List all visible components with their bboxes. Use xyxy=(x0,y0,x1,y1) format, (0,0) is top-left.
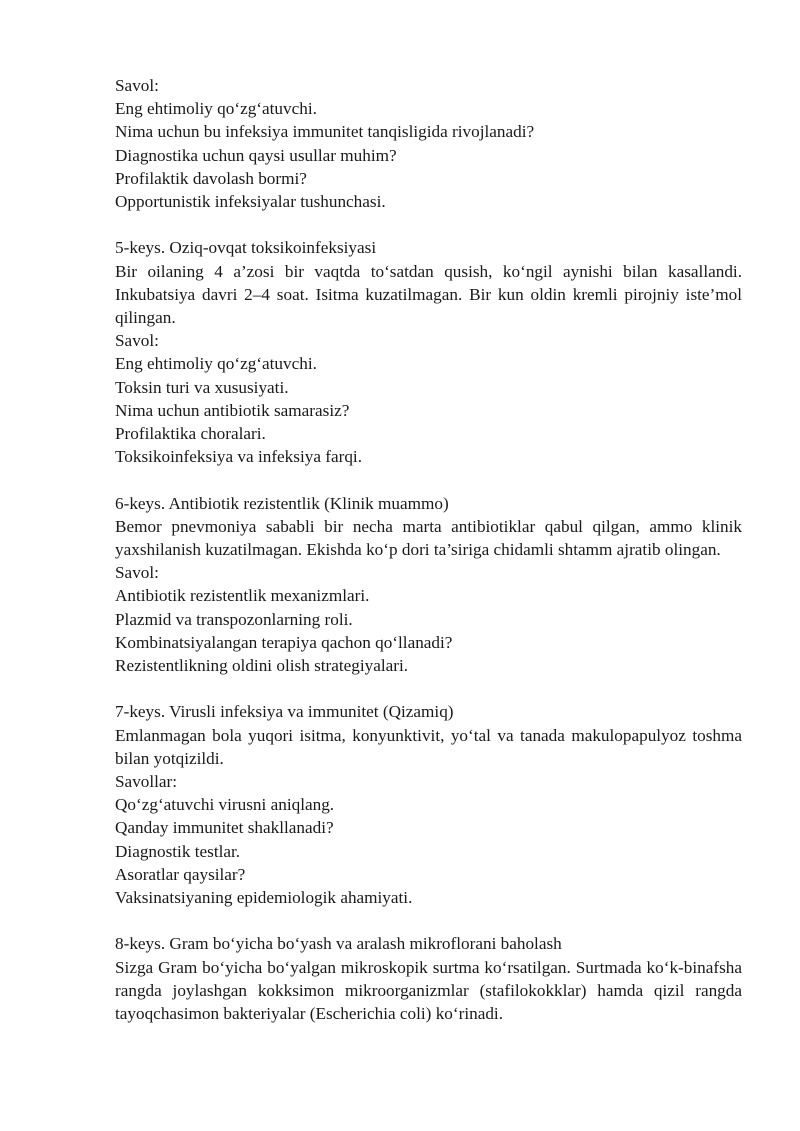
question-item: Eng ehtimoliy qo‘zg‘atuvchi. xyxy=(115,354,317,374)
question-item: Qanday immunitet shakllanadi? xyxy=(115,818,334,838)
question-item: Diagnostika uchun qaysi usullar muhim? xyxy=(115,145,397,165)
question-item: Asoratlar qaysilar? xyxy=(115,864,246,884)
case-description: Bemor pnevmoniya sababli bir necha marta antibiotiklar qabul qilgan, ammo klinik yaxshilanish kuzatilmagan. Ekishda ko‘p dori ta’siriga chidamli shtamm ajratib olingan. xyxy=(115,516,742,560)
question-item: Opportunistik infeksiyalar tushunchasi. xyxy=(115,192,386,212)
case-title: 6-keys. Antibiotik rezistentlik (Klinik muammo) xyxy=(115,493,449,513)
paragraph-gap xyxy=(115,468,742,491)
question-item: Kombinatsiyalangan terapiya qachon qo‘llanadi? xyxy=(115,632,453,652)
case-title: 8-keys. Gram bo‘yicha bo‘yash va aralash mikroflorani baholash xyxy=(115,934,562,954)
question-label: Savol: xyxy=(115,563,159,583)
question-item: Toksin turi va xususiyati. xyxy=(115,377,289,397)
case-description: Sizga Gram bo‘yicha bo‘yalgan mikroskopik surtma ko‘rsatilgan. Surtmada ko‘k-binafsha rangda joylashgan kokksimon mikroorganizmlar (stafilokokklar) hamda qizil rangda tayoqchasimon bakteriyalar (Escherichia coli) ko‘rinadi. xyxy=(115,957,742,1024)
question-label: Savol: xyxy=(115,331,159,351)
case-title: 5-keys. Oziq-ovqat toksikoinfeksiyasi xyxy=(115,238,377,258)
case-5 xyxy=(115,236,742,468)
question-item: Profilaktik davolash bormi? xyxy=(115,168,307,188)
question-item: Plazmid va transpozonlarning roli. xyxy=(115,609,353,629)
question-item: Vaksinatsiyaning epidemiologik ahamiyati. xyxy=(115,888,413,908)
case-description: Emlanmagan bola yuqori isitma, konyunktivit, yo‘tal va tanada makulopapulyoz toshma bilan yotqizildi. xyxy=(115,725,742,768)
question-item: Qo‘zg‘atuvchi virusni aniqlang. xyxy=(115,795,335,815)
question-label: Savollar: xyxy=(115,772,178,792)
question-item: Diagnostik testlar. xyxy=(115,841,241,861)
savol-label: Savol: xyxy=(115,76,159,95)
paragraph-gap xyxy=(115,213,742,236)
case-6 xyxy=(115,492,742,678)
question-item: Eng ehtimoliy qo‘zg‘atuvchi. xyxy=(115,99,317,119)
paragraph-gap xyxy=(115,677,742,700)
case-8 xyxy=(115,932,742,1025)
question-item: Profilaktika choralari. xyxy=(115,424,266,444)
question-item: Antibiotik rezistentlik mexanizmlari. xyxy=(115,586,370,606)
case-7 xyxy=(115,700,742,909)
case-title: 7-keys. Virusli infeksiya va immunitet (Qizamiq) xyxy=(115,702,454,722)
paragraph-gap xyxy=(115,909,742,932)
question-item: Rezistentlikning oldini olish strategiyalari. xyxy=(115,656,409,676)
question-item: Nima uchun antibiotik samarasiz? xyxy=(115,400,350,420)
case-description: Bir oilaning 4 a’zosi bir vaqtda to‘satdan qusish, ko‘ngil aynishi bilan kasallandi. Inkubatsiya davri 2–4 soat. Isitma kuzatilmagan. Bir kun oldin kremli pirojniy iste’mol qilingan. xyxy=(115,261,742,328)
question-item: Nima uchun bu infeksiya immunitet tanqisligida rivojlanadi? xyxy=(115,122,535,142)
question-item: Toksikoinfeksiya va infeksiya farqi. xyxy=(115,447,362,467)
document-page xyxy=(115,74,742,1025)
